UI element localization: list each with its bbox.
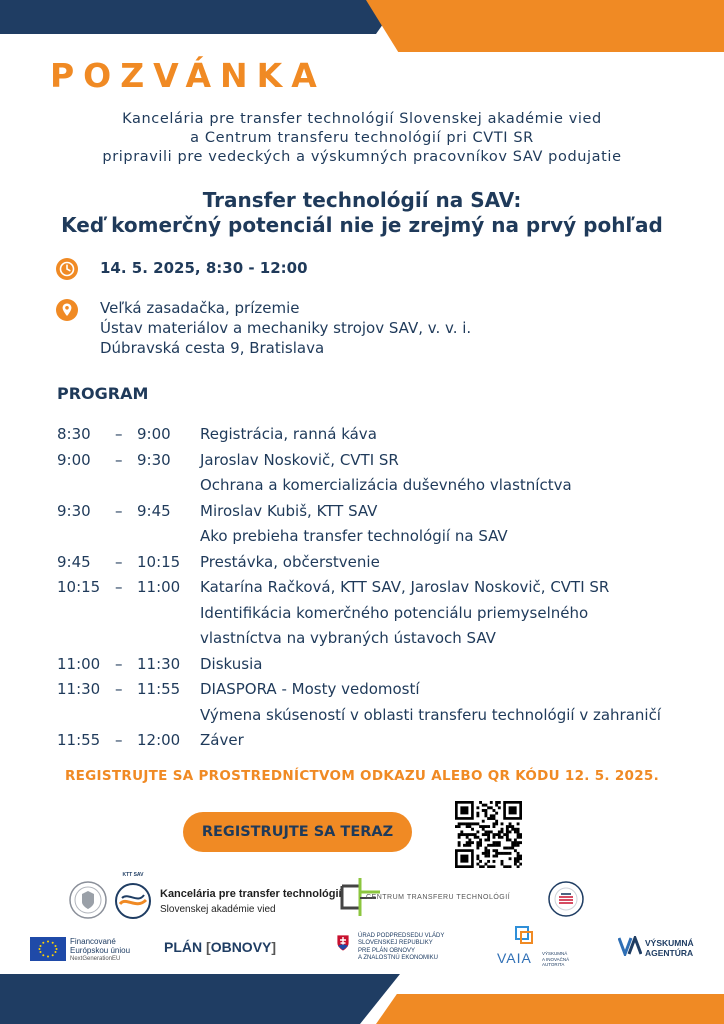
program-heading: PROGRAM [57, 384, 149, 403]
urad-line: SLOVENSKEJ REPUBLIKY [358, 940, 433, 947]
intro-text [0, 110, 724, 167]
vaia-line: VÝSKUMNÁ [542, 951, 568, 956]
location-line: Veľká zasadačka, prízemie [100, 299, 300, 317]
event-date-time: 14. 5. 2025, 8:30 - 12:00 [100, 259, 308, 277]
time-dash: – [115, 680, 123, 698]
agenda-text: Výmena skúseností v oblasti transferu technológií v zahraničí [200, 705, 661, 724]
schedule-row [57, 550, 724, 576]
agenda-text: Ochrana a komercializácia duševného vlastníctva [200, 476, 572, 494]
schedule-row [57, 499, 724, 550]
clock-icon [56, 258, 78, 280]
time-from: 11:00 [57, 654, 101, 673]
time-to: 11:00 [137, 578, 181, 596]
time-from: 9:30 [57, 501, 91, 520]
time-to: 9:45 [137, 501, 171, 520]
ktt-badge-text: KTT SAV [122, 872, 144, 878]
time-to: 9:00 [137, 425, 171, 443]
agenda-text: DIASPORA - Mosty vedomostí [200, 680, 420, 698]
ktt-name-line: Slovenskej akadémie vied [160, 904, 276, 915]
intro-line: a Centrum transferu technológií pri CVTI SR [190, 130, 534, 146]
intro-line: Kancelária pre transfer technológií Slovenskej akadémie vied [122, 111, 602, 127]
program-schedule [57, 422, 724, 754]
time-from: 11:55 [57, 731, 101, 749]
urad-line: A ZNALOSTNÚ EKONOMIKU [358, 954, 439, 961]
plan-obnovy-logo: PLÁN [OBNOVY] [164, 939, 277, 955]
va-line: AGENTÚRA [645, 948, 694, 958]
location-line: Dúbravská cesta 9, Bratislava [100, 339, 325, 357]
bottom-navy-band [0, 974, 400, 1024]
vaia-symbol-icon [514, 925, 534, 945]
time-dash: – [115, 425, 123, 443]
ctt-name: CENTRUM TRANSFERU TECHNOLÓGIÍ [366, 894, 511, 901]
va-line: VÝSKUMNÁ [645, 938, 694, 948]
schedule-row [57, 652, 724, 678]
time-dash: – [115, 731, 123, 749]
vaia-line: AUTORITA [542, 962, 565, 967]
time-from: 11:30 [57, 680, 101, 698]
register-now-button[interactable]: REGISTRUJTE SA TERAZ [183, 812, 412, 852]
schedule-row [57, 677, 724, 728]
time-to: 12:00 [137, 731, 181, 749]
time-to: 11:30 [137, 654, 181, 673]
time-dash: – [115, 578, 123, 596]
agenda-text: Registrácia, ranná káva [200, 425, 377, 443]
agenda-text: vlastníctva na vybraných ústavoch SAV [200, 629, 496, 647]
time-to: 11:55 [137, 680, 181, 698]
agenda-text: Jaroslav Noskovič, CVTI SR [200, 450, 399, 469]
agenda-text: Identifikácia komerčného potenciálu priemyselného [200, 603, 589, 622]
schedule-row [57, 422, 724, 448]
agenda-text: Prestávka, občerstvenie [200, 552, 380, 571]
time-from: 8:30 [57, 425, 91, 443]
agenda-text: Katarína Račková, KTT SAV, Jaroslav Noskovič, CVTI SR [200, 578, 610, 596]
event-title-line: Keď komerčný potenciál nie je zrejmý na prvý pohľad [61, 213, 663, 237]
sav-emblem-icon [68, 880, 108, 920]
urad-line: ÚRAD PODPREDSEDU VLÁDY [358, 933, 445, 939]
eu-flag-icon [30, 937, 66, 961]
event-title [0, 188, 724, 238]
time-dash: – [115, 450, 123, 469]
vaia-text [542, 951, 569, 968]
schedule-row [57, 575, 724, 652]
eu-funding-line: Financované [70, 937, 116, 946]
ktt-logo-icon [114, 882, 152, 920]
obnovy-word: OBNOVY [210, 939, 272, 955]
vaia-name: VAIA [497, 950, 532, 966]
va-logo-icon [618, 936, 642, 956]
intro-line: pripravili pre vedeckých a výskumných pracovníkov SAV podujatie [102, 149, 622, 165]
top-orange-band [366, 0, 724, 52]
top-navy-band [0, 0, 400, 34]
urad-text [358, 933, 444, 962]
event-title-line: Transfer technológií na SAV: [202, 188, 522, 212]
location-line: Ústav materiálov a mechaniky strojov SAV, v. v. i. [100, 319, 472, 337]
schedule-row [57, 728, 724, 754]
eu-funding-line: Európskou úniou [70, 946, 131, 955]
time-from: 9:00 [57, 450, 91, 469]
time-to: 9:30 [137, 450, 171, 469]
time-to: 10:15 [137, 552, 181, 571]
agenda-text: Diskusia [200, 654, 263, 673]
plan-word: PLÁN [164, 939, 203, 955]
time-dash: – [115, 501, 123, 520]
registration-notice: REGISTRUJTE SA PROSTREDNÍCTVOM ODKAZU ALEBO QR KÓDU 12. 5. 2025. [64, 768, 660, 784]
slovak-coat-of-arms-icon [336, 934, 350, 952]
agenda-text: Ako prebieha transfer technológií na SAV [200, 527, 508, 545]
qr-code-icon[interactable] [455, 801, 522, 868]
event-location [100, 298, 471, 358]
location-pin-icon [56, 299, 78, 321]
vaia-line: A INOVAČNÁ [542, 956, 570, 962]
agenda-text: Záver [200, 731, 244, 749]
time-from: 10:15 [57, 578, 101, 596]
agenda-text: Miroslav Kubiš, KTT SAV [200, 501, 378, 520]
va-text [645, 938, 694, 958]
schedule-row [57, 448, 724, 499]
urad-line: PRE PLÁN OBNOVY [358, 947, 416, 954]
ktt-name-line: Kancelária pre transfer technológií [160, 888, 342, 900]
eu-funding-line: NextGenerationEU [70, 956, 121, 962]
invitation-title: POZVÁNKA [50, 56, 326, 95]
bottom-orange-band [376, 994, 724, 1024]
time-dash: – [115, 552, 123, 571]
cvti-seal-icon [547, 880, 585, 918]
time-from: 9:45 [57, 552, 91, 571]
time-dash: – [115, 654, 123, 673]
